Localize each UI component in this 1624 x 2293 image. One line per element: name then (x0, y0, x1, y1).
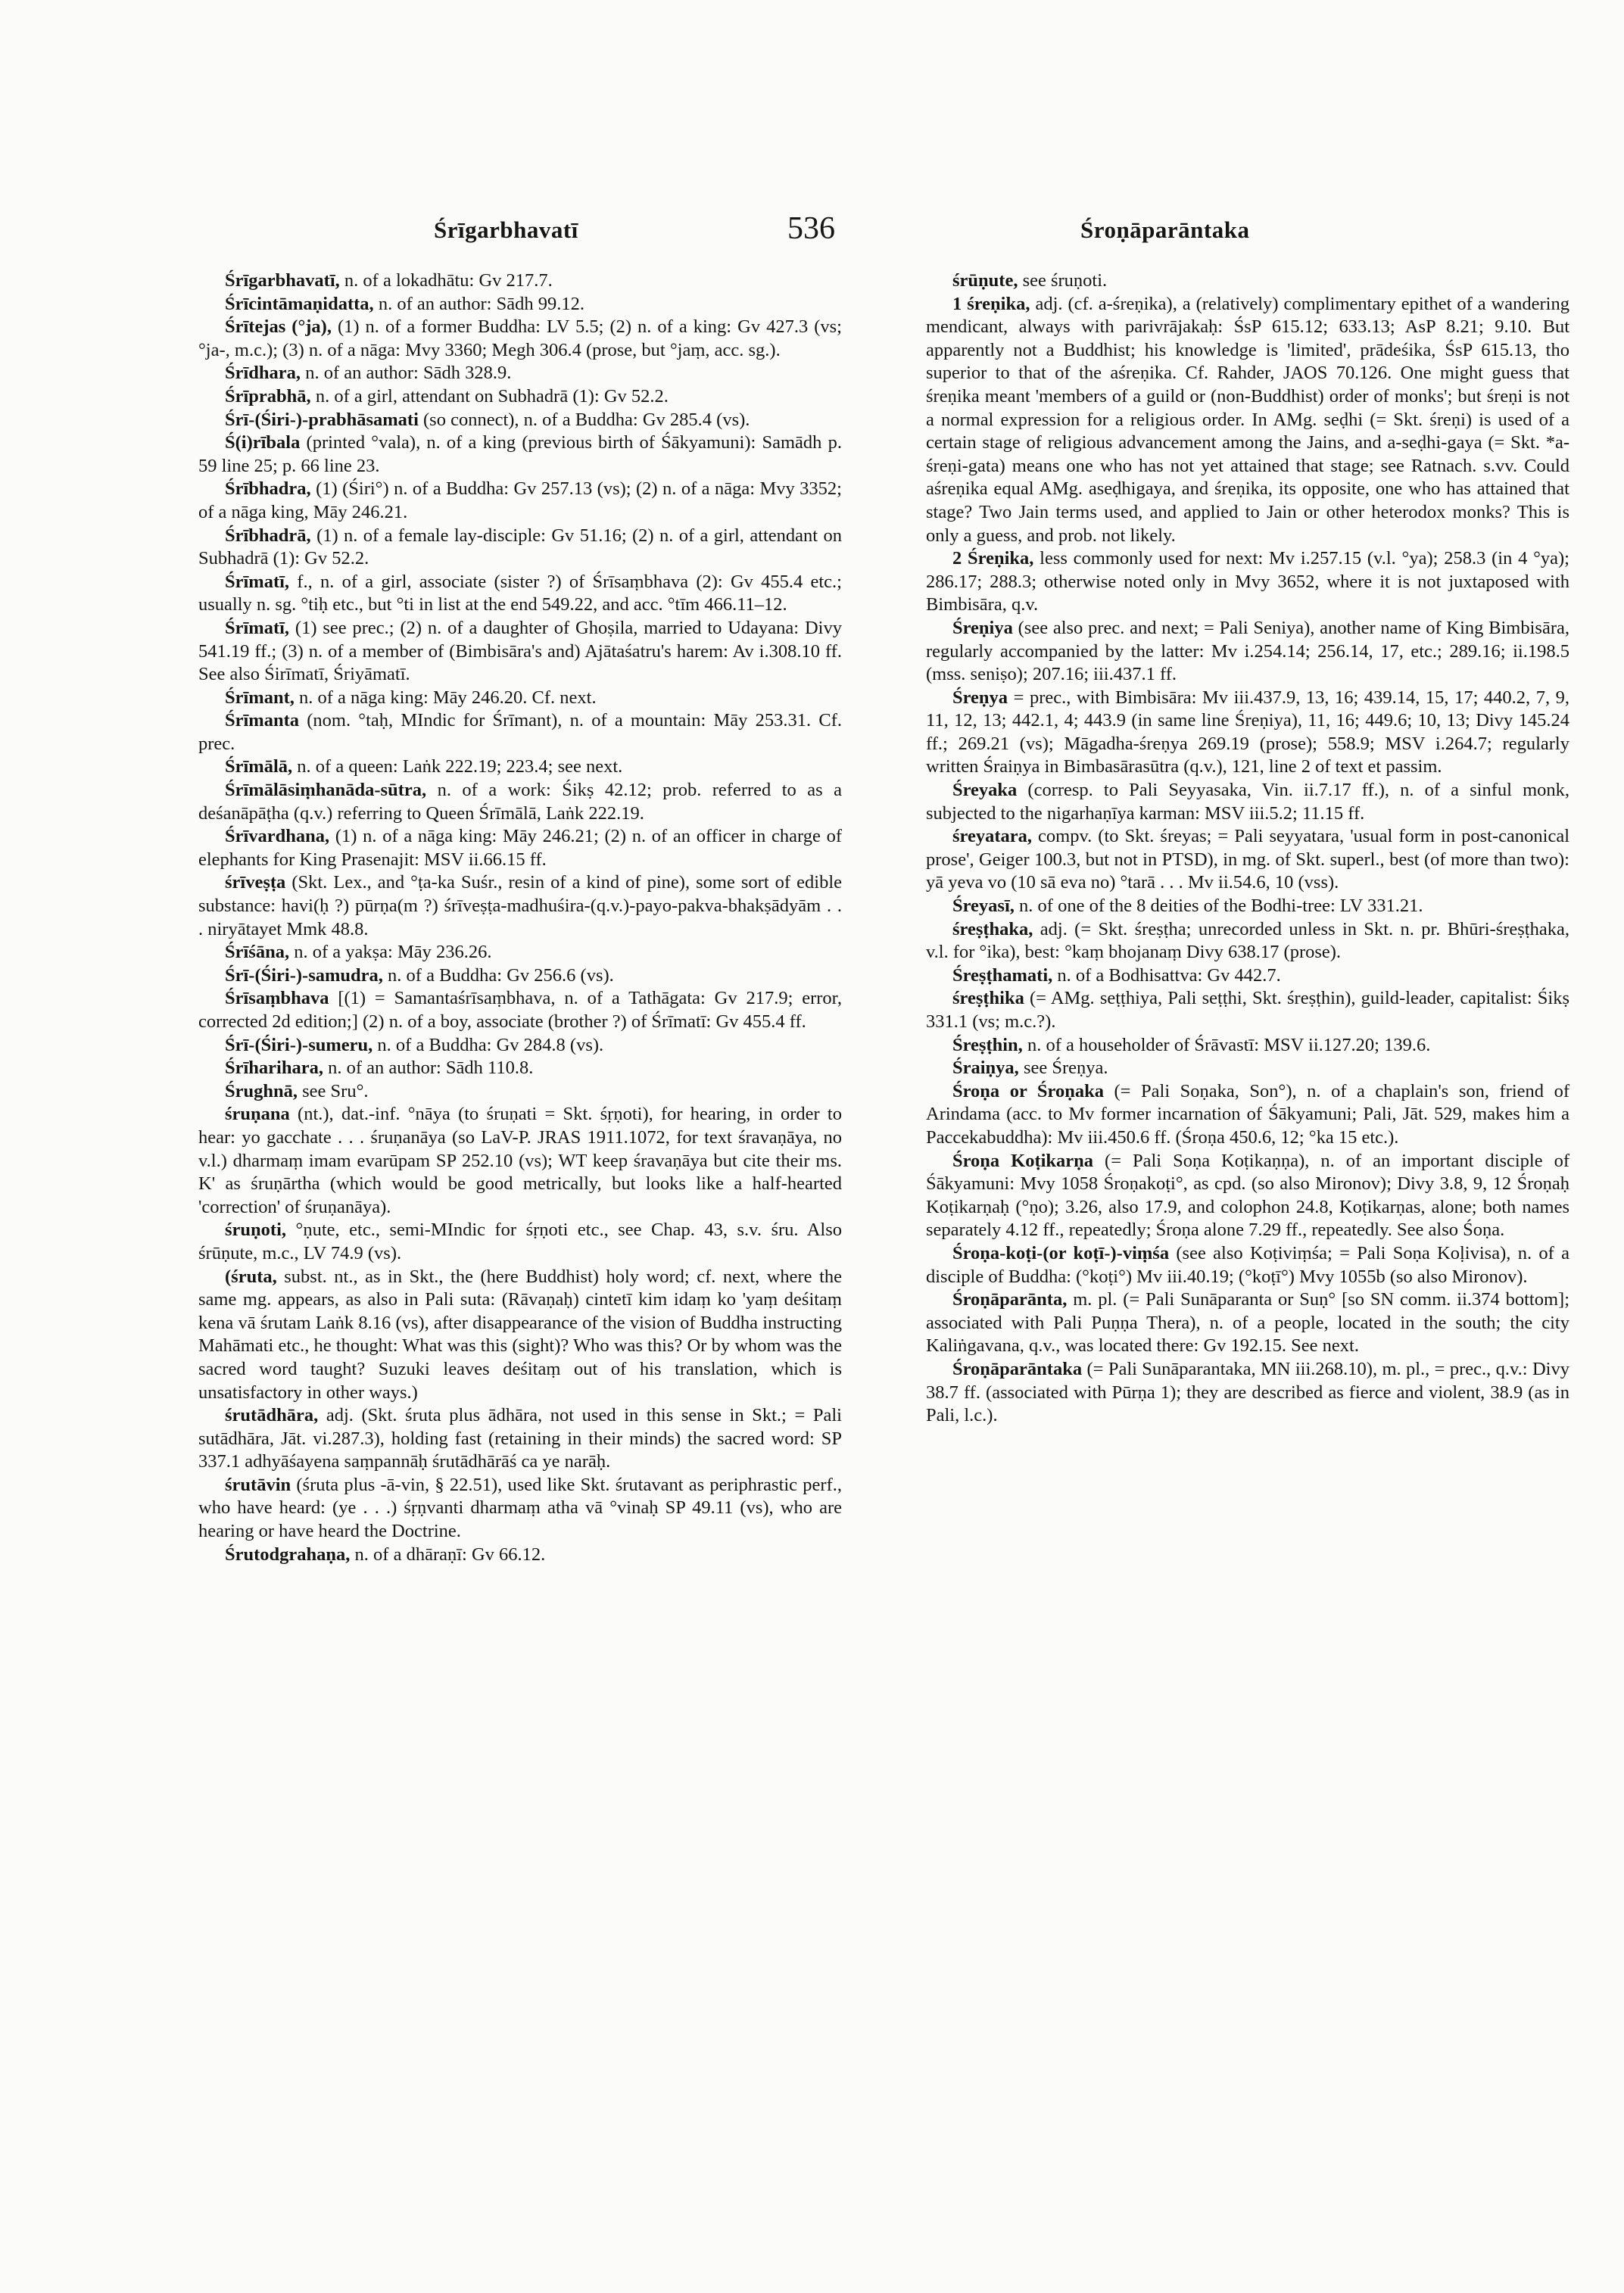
dictionary-entry (926, 687, 1569, 779)
dictionary-entry (926, 1358, 1569, 1428)
entry-body: (Skt. Lex., and °ṭa-ka Suśr., resin of a kind of pine), some sort of edible substance: havi(ḥ ?) pūrṇa(m ?) śrīveṣṭa-madhuśira-(q.v.)-payo-pakva-bhakṣādyām . . . niryātayet Mmk 48.8. (198, 872, 842, 939)
dictionary-entry (926, 1034, 1569, 1058)
entry-headword: śreṣṭhika (952, 988, 1024, 1009)
entry-body: n. of a queen: Laṅk 222.19; 223.4; see next. (292, 756, 623, 777)
dictionary-entry (198, 1103, 842, 1219)
entry-body: n. of a Buddha: Gv 256.6 (vs). (382, 964, 614, 986)
dictionary-entry (926, 918, 1569, 964)
entry-headword: 2 Śreṇika, (952, 548, 1034, 569)
entry-headword: Śroṇa-koṭi-(or koṭī-)-viṃśa (952, 1242, 1170, 1263)
entry-headword: (śruta, (225, 1266, 277, 1287)
dictionary-entry (926, 779, 1569, 825)
dictionary-entry (926, 987, 1569, 1033)
entry-headword: śrūṇute, (952, 270, 1018, 291)
dictionary-entry (198, 571, 842, 617)
left-guideword: Śrīgarbhavatī (434, 217, 578, 243)
dictionary-entry (926, 1288, 1569, 1358)
entry-body: adj. (= Skt. śreṣṭha; unrecorded unless in Skt. n. pr. Bhūri-śreṣṭhaka, v.l. for °ika), best: °kaṃ bhojanaṃ Divy 638.17 (prose). (926, 918, 1569, 963)
entry-body: (see also prec. and next; = Pali Seniya), another name of King Bimbisāra, regularly accompanied by the latter: Mv i.254.14; 256.14, 17, etc.; 289.16; ii.198.5 (mss. seniṣo); 207.16; iii.437.1 ff. (926, 617, 1569, 685)
entry-body: n. of an author: Sādh 110.8. (323, 1058, 534, 1079)
entry-body: (1) see prec.; (2) n. of a daughter of Ghoṣila, married to Udayana: Divy 541.19 ff.; (3) n. of a member of (Bimbisāra's and) Ajātaśatru's harem: Av i.308.10 ff. See also Śirīmatī, Śriyāmatī. (198, 617, 842, 685)
dictionary-entry (198, 431, 842, 478)
entry-body: [(1) = Samantaśrīsaṃbhava, n. of a Tathāgata: Gv 217.9; error, corrected 2d edition;] (2) n. of a boy, associate (brother ?) of Śrīmatī: Gv 455.4 ff. (198, 988, 842, 1032)
entry-body: n. of a lokadhātu: Gv 217.7. (339, 270, 553, 291)
entry-body: n. of one of the 8 deities of the Bodhi-tree: LV 331.21. (1014, 896, 1423, 917)
entry-body: n. of a Buddha: Gv 284.8 (vs). (372, 1034, 604, 1055)
entry-body: (1) n. of a female lay-disciple: Gv 51.16; (2) n. of a girl, attendant on Subhadrā (1): Gv 52.2. (198, 525, 842, 569)
entry-headword: Śrīharihara, (225, 1058, 323, 1079)
entry-headword: Śreyasī, (952, 896, 1015, 917)
dictionary-entry (198, 1219, 842, 1265)
entry-headword: Śreṇya (952, 687, 1008, 708)
entry-body: (1) n. of a nāga king: Māy 246.21; (2) n. of an officer in charge of elephants for King Prasenajit: MSV ii.66.15 ff. (198, 826, 842, 870)
entry-body: °ṇute, etc., semi-MIndic for śṛṇoti etc., see Chap. 43, s.v. śru. Also śrūṇute, m.c., LV 74.9 (vs). (198, 1220, 842, 1263)
entry-body: compv. (to Skt. śreyas; = Pali seyyatara, 'usual form in post-canonical prose', Geiger 100.3, but not in PTSD), in mg. of Skt. superl., best (of more than two): yā yeva vo (10 sā eva no) °tarā . . . Mv ii.54.6, 10 (vss). (926, 826, 1569, 893)
right-column (926, 269, 1569, 1428)
entry-body: (1) (Śiri°) n. of a Buddha: Gv 257.13 (vs); (2) n. of a nāga: Mvy 3352; of a nāga king, Māy 246.21. (198, 478, 842, 522)
entry-headword: Śrī-(Śiri-)-prabhāsamati (225, 409, 419, 430)
entry-body: (nom. °taḥ, MIndic for Śrīmant), n. of a mountain: Māy 253.31. Cf. prec. (198, 710, 842, 754)
entry-body: see Śreṇya. (1018, 1058, 1108, 1079)
entry-headword: Śreṣṭhin, (952, 1034, 1023, 1055)
dictionary-entry (198, 756, 842, 779)
entry-headword: Śroṇa Koṭikarṇa (952, 1150, 1094, 1171)
entry-headword: Śrīmālā, (225, 756, 293, 777)
dictionary-entry (198, 1544, 842, 1567)
dictionary-entry (198, 269, 842, 293)
dictionary-entry (926, 1150, 1569, 1242)
entry-body: see śruṇoti. (1018, 270, 1108, 291)
entry-headword: Śrī-(Śiri-)-samudra, (225, 964, 383, 986)
page-number: 536 (787, 211, 835, 246)
entry-body: (1) n. of a former Buddha: LV 5.5; (2) n. of a king: Gv 427.3 (vs; °ja-, m.c.); (3) n. of a nāga: Mvy 3360; Megh 306.4 (prose, but °jaṃ, acc. sg.). (198, 316, 842, 360)
entry-body: less commonly used for next: Mv i.257.15 (v.l. °ya); 258.3 (in 4 °ya); 286.17; 288.3; otherwise noted only in Mvy 3652, where it is not juxtaposed with Bimbisāra, q.v. (926, 548, 1569, 615)
entry-body: (= Pali Soṇa Koṭikaṇṇa), n. of an important disciple of Śākyamuni: Mvy 1058 Śroṇakoṭi°, as cpd. (so also Mironov); Divy 3.8, 9, 12 Śroṇaḥ Koṭikarṇaḥ (°ṇo); 3.26, also 17.9, and colophon 24.8, Koṭikarṇas, alone; both names separately 4.12 ff., repeatedly; Śroṇa alone 7.29 ff., repeatedly. See also Śoṇa. (926, 1150, 1569, 1241)
dictionary-entry (198, 316, 842, 362)
entry-headword: Śrīśāna, (225, 942, 290, 963)
dictionary-entry (198, 293, 842, 316)
left-column (198, 269, 842, 1566)
entry-headword: Śreṇiya (952, 617, 1013, 638)
dictionary-entry (926, 895, 1569, 918)
dictionary-entry (198, 1034, 842, 1058)
entry-body: (śruta plus -ā-vin, § 22.51), used like Skt. śrutavant as periphrastic perf., who have heard: (ye . . .) śṛṇvanti dharmaṃ atha vā °vinaḥ SP 49.11 (vs), who are hearing or have heard the Doctrine. (198, 1474, 842, 1542)
entry-headword: Śroṇāparāntaka (952, 1358, 1083, 1379)
entry-headword: śrīveṣṭa (225, 872, 286, 893)
dictionary-entry (926, 1080, 1569, 1150)
entry-headword: śrutāvin (225, 1474, 291, 1495)
entry-headword: Śroṇa or Śroṇaka (952, 1080, 1104, 1101)
entry-body: (nt.), dat.-inf. °nāya (to śruṇati = Skt. śṛṇoti), for hearing, in order to hear: yo gacchate . . . śruṇanāya (so LaV-P. JRAS 1911.1072, for text śravaṇāya, no v.l.) dharmaṃ imam evarūpam SP 252.10 (vs); WT keep śravaṇāya but cite their ms. K' as śruṇārtha (which would be good metrically, but looks like a half-hearted 'correction' of śruṇanāya). (198, 1104, 842, 1217)
entry-headword: Śrīsaṃbhava (225, 988, 329, 1009)
entry-body: see Sru°. (298, 1080, 369, 1101)
entry-headword: Śrīmanta (225, 710, 299, 731)
entry-headword: śruṇoti, (225, 1220, 287, 1241)
entry-headword: Śrughnā, (225, 1080, 298, 1101)
entry-headword: Śrīmant, (225, 687, 295, 708)
entry-headword: Śrīdhara, (225, 363, 301, 384)
dictionary-entry (198, 779, 842, 825)
entry-headword: Śrīmatī, (225, 571, 290, 592)
entry-body: subst. nt., as in Skt., the (here Buddhist) holy word; cf. next, where the same mg. appears, as also in Pali suta: (Rāvaṇaḥ) cintetī kim idaṃ ko 'yaṃ deśitaṃ kena vā śrutam Laṅk 8.16 (vs), after disappearance of the vision of Buddha instructing Mahāmati etc., he thought: What was this (sight)? Who was this? Or by whom was the sacred word taught? Suzuki leaves deśitaṃ out of his translation, which is unsatisfactory in other ways.) (198, 1266, 842, 1403)
entry-body: (corresp. to Pali Seyyasaka, Vin. ii.7.17 ff.), n. of a sinful monk, subjected to the nigarhaṇīya karman: MSV iii.5.2; 11.15 ff. (926, 780, 1569, 824)
dictionary-entry (198, 1404, 842, 1474)
dictionary-entry (926, 547, 1569, 617)
dictionary-entry (198, 871, 842, 941)
dictionary-entry (926, 1057, 1569, 1080)
entry-headword: śreṣṭhaka, (952, 918, 1033, 939)
entry-body: n. of a householder of Śrāvastī: MSV ii.127.20; 139.6. (1022, 1034, 1431, 1055)
entry-body: n. of a nāga king: Māy 246.20. Cf. next. (294, 687, 597, 708)
entry-body: (printed °vala), n. of a king (previous birth of Śākyamuni): Samādh p. 59 line 25; p. 66 line 23. (198, 432, 842, 476)
entry-headword: Śrītejas (°ja), (225, 316, 332, 338)
dictionary-entry (198, 525, 842, 571)
dictionary-entry (198, 964, 842, 988)
entry-headword: Śrīgarbhavatī, (225, 270, 340, 291)
dictionary-entry (926, 269, 1569, 293)
entry-body: adj. (cf. a-śreṇika), a (relatively) complimentary epithet of a wandering mendicant, always with parivrājakaḥ: ŚsP 615.12; 633.13; AsP 8.21; 9.10. But apparently not a Buddhist; his knowledge is 'limited', prādeśika, ŚsP 615.13, tho superior to that of the aśreṇika. Cf. Rahder, JAOS 70.126. One might guess that śreṇika meant 'members of a guild or (non-Buddhist) order of monks'; but śreṇi is not a normal expression for a religious order. In AMg. seḍhi (= Skt. śreṇi) is used of a certain stage of religious advancement among the Jains, and a-seḍhi-gaya (= Skt. *a-śreṇi-gata) means one who has not yet attained that stage; see Ratnach. s.vv. Could aśreṇika equal AMg. aseḍhigaya, and śreṇika, its opposite, one who has attained that stage? Two Jain terms used, and applied to Jain or other heterodox monks? This is only a guess, and prob. not likely. (926, 293, 1569, 546)
dictionary-entry (198, 385, 842, 409)
entry-body: n. of a work: Śikṣ 42.12; prob. referred to as a deśanāpāṭha (q.v.) referring to Queen Śrīmālā, Laṅk 222.19. (198, 780, 842, 824)
dictionary-entry (926, 293, 1569, 548)
dictionary-entry (198, 687, 842, 710)
entry-body: (= Pali Sunāparantaka, MN iii.268.10), m. pl., = prec., q.v.: Divy 38.7 ff. (associated with Pūrṇa 1); they are described as fierce and violent, 38.9 (as in Pali, l.c.). (926, 1358, 1569, 1426)
dictionary-entry (198, 1057, 842, 1080)
entry-headword: Śrībhadrā, (225, 525, 311, 546)
entry-headword: Śroṇāparānta, (952, 1289, 1068, 1310)
entry-headword: Śrīcintāmaṇidatta, (225, 293, 374, 314)
entry-body: (= Pali Soṇaka, Son°), n. of a chaplain's son, friend of Arindama (acc. to Mv former incarnation of Śākyamuni; Pali, Jāt. 529, makes him a Paccekabuddha): Mv iii.450.6 ff. (Śroṇa 450.6, 12; °ka 15 etc.). (926, 1080, 1569, 1148)
dictionary-entry (198, 409, 842, 432)
dictionary-entry (198, 617, 842, 687)
entry-body: = prec., with Bimbisāra: Mv iii.437.9, 13, 16; 439.14, 15, 17; 440.2, 7, 9, 11, 12, 13; 442.1, 4; 443.9 (in same line Śreṇiya), 11, 16; 449.6; 10, 13; Divy 145.24 ff.; 269.21 (vs); Māgadha-śreṇya 269.19 (prose); 558.9; MSV i.264.7; regularly written Śraiṇya in Bimbasārasūtra (q.v.), 121, line 2 of text et passim. (926, 687, 1569, 777)
entry-headword: śruṇana (225, 1104, 290, 1125)
entry-headword: śreyatara, (952, 826, 1032, 847)
entry-body: (so connect), n. of a Buddha: Gv 285.4 (vs). (418, 409, 750, 430)
entry-headword: Śrutodgrahaṇa, (225, 1544, 351, 1565)
dictionary-entry (926, 825, 1569, 895)
dictionary-entry (198, 478, 842, 524)
entry-body: n. of a Bodhisattva: Gv 442.7. (1052, 964, 1281, 986)
entry-body: f., n. of a girl, associate (sister ?) of Śrīsaṃbhava (2): Gv 455.4 etc.; usually n. sg. °tiḥ etc., but °ti in list at the end 549.22, and acc. °tīm 466.11–12. (198, 571, 842, 615)
entry-headword: śrutādhāra, (225, 1405, 319, 1426)
entry-body: adj. (Skt. śruta plus ādhāra, not used in this sense in Skt.; = Pali sutādhāra, Jāt. vi.287.3), holding fast (retaining in their minds) the sacred word: SP 337.1 adhyāśayena saṃpannāḥ śrutādhārāś ca ye narāḥ. (198, 1405, 842, 1472)
entry-body: (see also Koṭiviṃśa; = Pali Soṇa Koḷivisa), n. of a disciple of Buddha: (°koṭi°) Mv iii.40.19; (°koṭī°) Mvy 1055b (so also Mironov). (926, 1242, 1569, 1287)
entry-headword: Śrībhadra, (225, 478, 311, 500)
entry-body: n. of a dhāraṇī: Gv 66.12. (350, 1544, 546, 1565)
dictionary-entry (926, 617, 1569, 687)
entry-body: n. of an author: Sādh 99.12. (373, 293, 584, 314)
right-guideword: Śroṇāparāntaka (1080, 217, 1250, 243)
dictionary-entry (198, 825, 842, 871)
entry-body: (= AMg. seṭṭhiya, Pali seṭṭhi, Skt. śreṣṭhin), guild-leader, capitalist: Śikṣ 331.1 (vs; m.c.?). (926, 988, 1569, 1032)
entry-headword: Śreṣṭhamati, (952, 964, 1053, 986)
entry-headword: Śrī-(Śiri-)-sumeru, (225, 1034, 373, 1055)
entry-headword: Śreyaka (952, 780, 1018, 801)
dictionary-entry (198, 1266, 842, 1405)
dictionary-entry (198, 987, 842, 1033)
dictionary-entry (198, 1080, 842, 1104)
entry-body: m. pl. (= Pali Sunāparanta or Suṇ° [so SN comm. ii.374 bottom]; associated with Pali Puṇṇa Thera), n. of a people, located in the south; the city Kaliṅgavana, q.v., was located there: Gv 192.15. See next. (926, 1289, 1569, 1357)
entry-headword: Śrīmālāsiṃhanāda-sūtra, (225, 780, 427, 801)
entry-headword: Śrīvardhana, (225, 826, 330, 847)
entry-headword: Śraiṇya, (952, 1058, 1019, 1079)
entry-headword: Ś(i)rībala (225, 432, 301, 453)
dictionary-entry (198, 941, 842, 964)
dictionary-entry (926, 964, 1569, 988)
dictionary-entry (198, 362, 842, 385)
entry-body: n. of an author: Sādh 328.9. (301, 363, 512, 384)
dictionary-entry (198, 709, 842, 756)
entry-body: n. of a girl, attendant on Subhadrā (1): Gv 52.2. (310, 385, 669, 407)
entry-body: n. of a yakṣa: Māy 236.26. (289, 942, 492, 963)
dictionary-entry (926, 1242, 1569, 1288)
dictionary-entry (198, 1474, 842, 1544)
entry-headword: Śrīprabhā, (225, 385, 311, 407)
entry-headword: Śrīmatī, (225, 617, 290, 638)
entry-headword: 1 śreṇika, (952, 293, 1030, 314)
